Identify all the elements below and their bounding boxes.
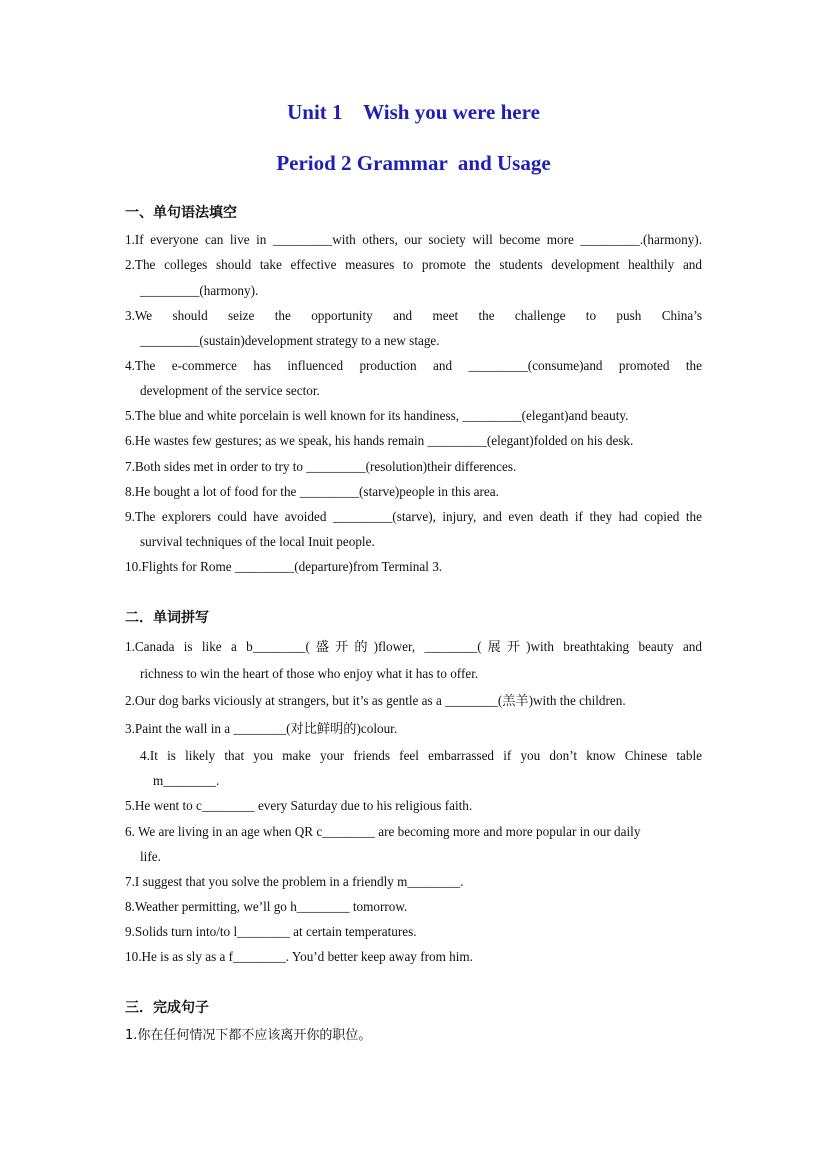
question-line: 1.If everyone can live in _________with others, our society will become more _________.(harmony). bbox=[125, 232, 702, 247]
unit-title: Unit 1 Wish you were here bbox=[287, 100, 540, 124]
question-line: 4.The e-commerce has influenced production and _________(consume)and promoted the bbox=[125, 358, 702, 373]
question-continuation: m________. bbox=[153, 773, 220, 788]
question-line: 3.We should seize the opportunity and meet the challenge to push China’s bbox=[125, 308, 702, 323]
question-line: 9.The explorers could have avoided _________(starve), injury, and even death if they had copied the bbox=[125, 509, 702, 524]
question-line: 2.The colleges should take effective measures to promote the students development healthily and bbox=[125, 257, 702, 272]
question-line: 7.Both sides met in order to try to _________(resolution)their differences. bbox=[125, 459, 517, 474]
question-continuation: survival techniques of the local Inuit people. bbox=[140, 534, 375, 549]
question-line: 6. We are living in an age when QR c________ are becoming more and more popular in our daily bbox=[125, 824, 641, 839]
question-line: 7.I suggest that you solve the problem in a friendly m________. bbox=[125, 874, 464, 889]
question-line: 10.He is as sly as a f________. You’d better keep away from him. bbox=[125, 949, 473, 964]
question-line: 9.Solids turn into/to l________ at certain temperatures. bbox=[125, 924, 417, 939]
question-line: 10.Flights for Rome _________(departure)from Terminal 3. bbox=[125, 559, 443, 574]
period-title: Period 2 Grammar and Usage bbox=[276, 151, 551, 175]
question-continuation: _________(sustain)development strategy to a new stage. bbox=[140, 333, 440, 348]
question-line: 5.He went to c________ every Saturday due to his religious faith. bbox=[125, 798, 473, 813]
question-line: 5.The blue and white porcelain is well known for its handiness, _________(elegant)and beauty. bbox=[125, 408, 629, 423]
question-continuation: richness to win the heart of those who enjoy what it has to offer. bbox=[140, 666, 479, 681]
question-line: 3.Paint the wall in a ________(对比鲜明的)colour. bbox=[125, 721, 398, 736]
question-continuation: development of the service sector. bbox=[140, 383, 320, 398]
question-line: 8.Weather permitting, we’ll go h________ tomorrow. bbox=[125, 899, 408, 914]
question-continuation: life. bbox=[140, 849, 161, 864]
section-heading-spelling: 二．单词拼写 bbox=[125, 610, 209, 626]
question-continuation: _________(harmony). bbox=[140, 283, 259, 298]
question-line: 2.Our dog barks viciously at strangers, but it’s as gentle as a ________(羔羊)with the children. bbox=[125, 693, 626, 708]
section-heading-grammar: 一、单句语法填空 bbox=[125, 205, 237, 221]
question-line: 6.He wastes few gestures; as we speak, his hands remain _________(elegant)folded on his desk. bbox=[125, 433, 634, 448]
section-heading-sentences: 三．完成句子 bbox=[125, 1000, 209, 1016]
question-line: 4.It is likely that you make your friends feel embarrassed if you don’t know Chinese table bbox=[140, 748, 702, 763]
question-line: 1.Canada is like a b________(盛开的)flower, ________(展开)with breathtaking beauty and bbox=[125, 639, 702, 654]
question-line: 1.你在任何情况下都不应该离开你的职位。 bbox=[125, 1028, 372, 1043]
question-line: 8.He bought a lot of food for the _________(starve)people in this area. bbox=[125, 484, 499, 499]
